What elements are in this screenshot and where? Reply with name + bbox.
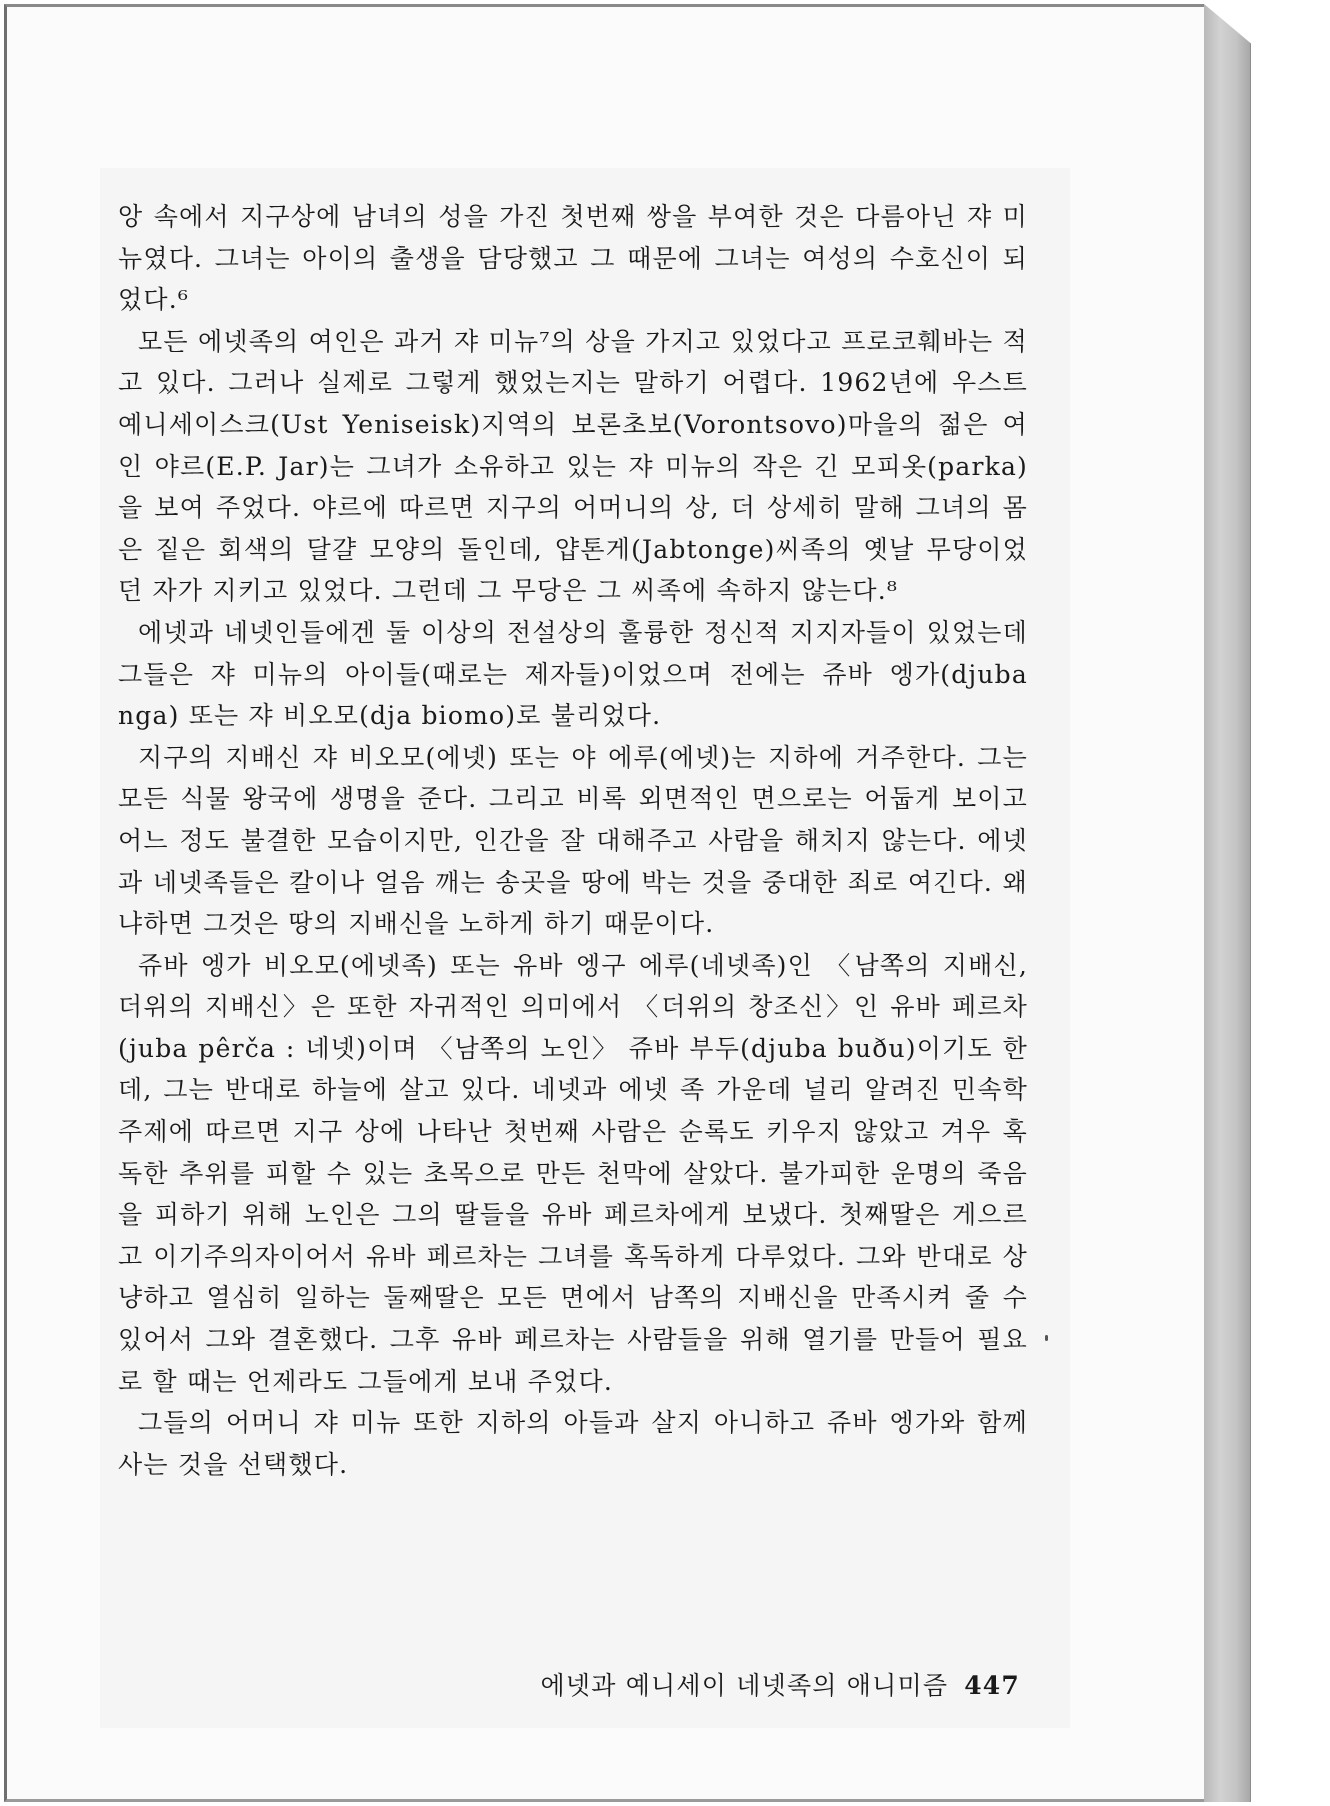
page-footer: [520, 1666, 1020, 1702]
scan-speck: [1045, 1335, 1048, 1341]
body-text: [118, 196, 1028, 1485]
paragraph-4: 지구의 지배신 쟈 비오모(에넷) 또는 야 에루(에넷)는 지하에 거주한다. 그는 모든 식물 왕국에 생명을 준다. 그리고 비록 외면적인 면으로는 어둡게 보이고 어느 정도 불결한 모습이지만, 인간을 잘 대해주고 사람을 해치지 않는다. 에넷과 네넷족들은 칼이나 얼음 깨는 송곳을 땅에 박는 것을 중대한 죄로 여긴다. 왜냐하면 그것은 땅의 지배신을 노하게 하기 때문이다.: [118, 742, 1028, 939]
page-number: 447: [964, 1671, 1020, 1700]
paragraph-3: 에넷과 네넷인들에겐 둘 이상의 전설상의 훌륭한 정신적 지지자들이 있었는데 그들은 쟈 미뉴의 아이들(때로는 제자들)이었으며 전에는 쥬바 엥가(djuba nga) 또는 쟈 비오모(dja biomo)로 불리었다.: [118, 617, 1028, 731]
page-stack-edge: [1204, 4, 1251, 1802]
paragraph-1: 앙 속에서 지구상에 남녀의 성을 가진 첫번째 쌍을 부여한 것은 다름아닌 쟈 미뉴였다. 그녀는 아이의 출생을 담당했고 그 때문에 그녀는 여성의 수호신이 되었다.⁶: [118, 202, 1028, 315]
paragraph-5: 쥬바 엥가 비오모(에넷족) 또는 유바 엥구 에루(네넷족)인 〈남쪽의 지배신, 더위의 지배신〉은 또한 자귀적인 의미에서 〈더위의 창조신〉인 유바 페르차(juba pêrča : 네넷)이며 〈남쪽의 노인〉 쥬바 부두(djuba buðu)이기도 한데, 그는 반대로 하늘에 살고 있다. 네넷과 에넷 족 가운데 널리 알려진 민속학 주제에 따르면 지구 상에 나타난 첫번째 사람은 순록도 키우지 않았고 겨우 혹독한 추위를 피할 수 있는 초목으로 만든 천막에 살았다. 불가피한 운명의 죽음을 피하기 위해 노인은 그의 딸들을 유바 페르차에게 보냈다. 첫째딸은 게으르고 이기주의자이어서 유바 페르차는 그녀를 혹독하게 다루었다. 그와 반대로 상냥하고 열심히 일하는 둘째딸은 모든 면에서 남쪽의 지배신을 만족시켜 줄 수 있어서 그와 결혼했다. 그후 유바 페르차는 사람들을 위해 열기를 만들어 필요로 할 때는 언제라도 그들에게 보내 주었다.: [118, 950, 1028, 1396]
paragraph-2: 모든 에넷족의 여인은 과거 쟈 미뉴⁷의 상을 가지고 있었다고 프로코훼바는 적고 있다. 그러나 실제로 그렇게 했었는지는 말하기 어렵다. 1962년에 우스트 예니세이스크(Ust Yeniseisk)지역의 보론초보(Vorontsovo)마을의 젊은 여인 야르(E.P. Jar)는 그녀가 소유하고 있는 쟈 미뉴의 작은 긴 모피옷(parka)을 보여 주었다. 야르에 따르면 지구의 어머니의 상, 더 상세히 말해 그녀의 몸은 짙은 회색의 달걀 모양의 돌인데, 얍톤게(Jabtonge)씨족의 옛날 무당이었던 자가 지키고 있었다. 그런데 그 무당은 그 씨족에 속하지 않는다.⁸: [118, 326, 1028, 606]
running-title: 에넷과 예니세이 네넷족의 애니미즘: [540, 1671, 949, 1700]
paragraph-6: 그들의 어머니 쟈 미뉴 또한 지하의 아들과 살지 아니하고 쥬바 엥가와 함께 사는 것을 선택했다.: [118, 1408, 1028, 1479]
